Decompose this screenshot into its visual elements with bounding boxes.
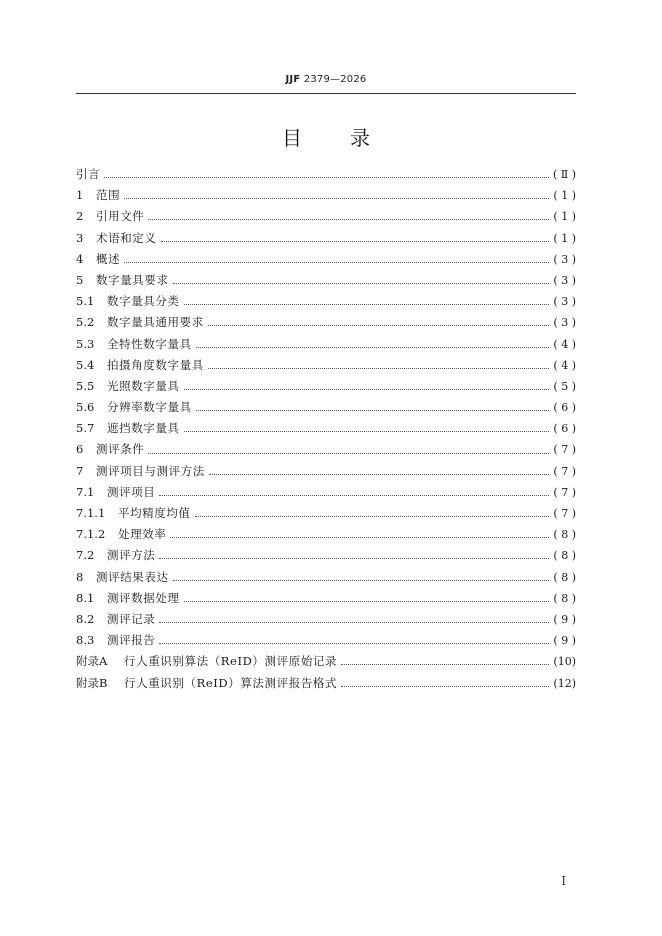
toc-leader-dots [159, 558, 549, 559]
toc-entry-page: ( 6 ) [553, 401, 576, 415]
toc-entry-label: 全特性数字量具 [107, 336, 192, 351]
toc-entry-label: 测评记录 [107, 611, 156, 626]
toc-entry-page: ( 3 ) [553, 252, 576, 266]
toc-entry-page: ( 3 ) [553, 273, 576, 287]
toc-entry-number: 附录A [76, 654, 108, 669]
toc-entry-label: 测评数据处理 [107, 590, 180, 605]
toc-entry-number: 6 [76, 442, 84, 457]
toc-entry-number: 5 [76, 272, 84, 287]
toc-entry[interactable] [76, 503, 576, 524]
toc-entry[interactable] [76, 334, 576, 355]
toc-entry-number: 附录B [76, 675, 108, 690]
toc-entry-page: (10) [553, 655, 576, 669]
toc-entry-label: 测评方法 [107, 548, 156, 563]
toc-entry-page: ( 6 ) [553, 422, 576, 436]
toc-entry-number: 1 [76, 188, 84, 203]
toc-title: 目录 [282, 126, 418, 150]
toc-entry-number: 5.6 [76, 400, 95, 415]
toc-leader-dots [196, 347, 550, 348]
toc-entry-label: 术语和定义 [96, 230, 157, 245]
toc-entry-page: ( 4 ) [553, 358, 576, 372]
toc-entry-page: ( 5 ) [553, 379, 576, 393]
toc-leader-dots [184, 389, 550, 390]
toc-entry[interactable] [76, 651, 576, 672]
toc-entry-page: ( Ⅱ ) [552, 168, 576, 181]
toc-entry[interactable] [76, 249, 576, 270]
toc-entry[interactable] [76, 164, 576, 185]
toc-entry-page: ( 8 ) [553, 549, 576, 563]
toc-entry-page: ( 3 ) [553, 316, 576, 330]
toc-entry-label: 数字量具通用要求 [107, 315, 204, 330]
document-header [76, 74, 576, 85]
toc-leader-dots [173, 580, 550, 581]
toc-entry-label: 拍摄角度数字量具 [107, 357, 204, 372]
toc-entry[interactable] [76, 482, 576, 503]
toc-leader-dots [184, 304, 550, 305]
toc-entry[interactable] [76, 291, 576, 312]
toc-entry[interactable] [76, 673, 576, 694]
toc-entry-page: ( 4 ) [553, 337, 576, 351]
toc-entry-number: 5.7 [76, 421, 95, 436]
page-number: I [561, 874, 566, 888]
toc-entry-number: 5.5 [76, 378, 95, 393]
toc-entry-number: 8 [76, 569, 84, 584]
toc-entry-label: 处理效率 [118, 527, 167, 542]
toc-entry-number: 7.1.1 [76, 506, 106, 520]
toc-entry[interactable] [76, 376, 576, 397]
toc-entry-page: ( 7 ) [553, 507, 576, 520]
toc-entry-page: ( 9 ) [553, 634, 576, 648]
toc-entry-label: 引用文件 [96, 209, 145, 224]
toc-entry-label: 范围 [96, 188, 121, 203]
toc-entry[interactable] [76, 461, 576, 482]
toc-leader-dots [170, 537, 549, 538]
toc-entry[interactable] [76, 588, 576, 609]
toc-entry-label: 光照数字量具 [107, 378, 180, 393]
toc-entry-number: 5.1 [76, 294, 95, 309]
toc-entry[interactable] [76, 355, 576, 376]
toc-leader-dots [161, 241, 550, 242]
toc-leader-dots [159, 622, 549, 623]
toc-entry[interactable] [76, 228, 576, 249]
standard-number: 2379—2026 [303, 74, 367, 85]
toc-entry-number: 2 [76, 209, 84, 224]
toc-entry-number: 8.1 [76, 590, 95, 605]
toc-entry-number: 7.1 [76, 484, 95, 499]
toc-entry-label: 遮挡数字量具 [107, 421, 180, 436]
toc-leader-dots [184, 601, 550, 602]
toc-entry-page: ( 3 ) [553, 295, 576, 309]
toc-entry-label: 平均精度均值 [118, 506, 191, 520]
toc-entry[interactable] [76, 418, 576, 439]
toc-entry-label: 分辨率数字量具 [107, 400, 192, 415]
toc-entry[interactable] [76, 545, 576, 566]
toc-entry[interactable] [76, 185, 576, 206]
toc-leader-dots [173, 283, 550, 284]
toc-entry[interactable] [76, 630, 576, 651]
toc-entry[interactable] [76, 312, 576, 333]
toc-entry-number: 3 [76, 230, 84, 245]
toc-entry-number: 5.2 [76, 315, 95, 330]
toc-entry-label: 测评条件 [96, 442, 145, 457]
toc-entry-page: ( 1 ) [553, 189, 576, 203]
toc-entry-label: 概述 [96, 251, 121, 266]
toc-entry-number: 7.2 [76, 548, 95, 563]
toc-leader-dots [209, 474, 550, 475]
toc-entry-number: 4 [76, 251, 84, 266]
toc-leader-dots [184, 431, 550, 432]
toc-entry-label: 行人重识别算法（ReID）测评原始记录 [124, 654, 338, 669]
toc-leader-dots [159, 495, 549, 496]
toc-entry-number: 8.3 [76, 633, 95, 648]
table-of-contents [76, 164, 576, 694]
toc-entry-number: 8.2 [76, 611, 95, 626]
toc-leader-dots [148, 453, 549, 454]
toc-entry-page: ( 7 ) [553, 485, 576, 499]
toc-entry-label: 行人重识别（ReID）算法测评报告格式 [124, 675, 338, 690]
toc-entry-page: ( 9 ) [553, 612, 576, 626]
toc-leader-dots [148, 219, 549, 220]
toc-entry[interactable] [76, 397, 576, 418]
toc-leader-dots [341, 664, 549, 665]
toc-entry-page: ( 8 ) [553, 528, 576, 542]
toc-leader-dots [208, 368, 550, 369]
toc-leader-dots [104, 177, 549, 178]
toc-leader-dots [124, 262, 549, 263]
toc-entry-label: 测评报告 [107, 633, 156, 648]
toc-leader-dots [196, 410, 550, 411]
toc-entry[interactable] [76, 270, 576, 291]
toc-entry-page: ( 8 ) [553, 591, 576, 605]
toc-leader-dots [124, 198, 549, 199]
toc-entry-page: ( 8 ) [553, 570, 576, 584]
toc-entry[interactable] [76, 524, 576, 545]
toc-entry-number: 7 [76, 463, 84, 478]
toc-leader-dots [159, 643, 549, 644]
toc-entry-label: 测评结果表达 [96, 569, 169, 584]
toc-entry[interactable] [76, 439, 576, 460]
header-rule [76, 93, 576, 94]
toc-entry-label: 数字量具分类 [107, 294, 180, 309]
standard-code: JJF [285, 74, 301, 85]
toc-entry-label: 引言 [76, 167, 101, 181]
toc-entry-page: ( 1 ) [553, 210, 576, 224]
toc-entry[interactable] [76, 206, 576, 227]
toc-entry-number: 5.4 [76, 357, 95, 372]
toc-entry-label: 数字量具要求 [96, 272, 169, 287]
toc-entry-page: ( 7 ) [553, 443, 576, 457]
toc-entry-number: 7.1.2 [76, 527, 106, 542]
toc-entry[interactable] [76, 567, 576, 588]
toc-leader-dots [208, 325, 550, 326]
toc-leader-dots [195, 516, 550, 517]
toc-entry-page: (12) [553, 676, 576, 690]
toc-entry-page: ( 7 ) [553, 464, 576, 478]
toc-leader-dots [341, 686, 549, 687]
toc-entry-page: ( 1 ) [553, 231, 576, 245]
toc-entry-number: 5.3 [76, 336, 95, 351]
toc-entry-label: 测评项目与测评方法 [96, 463, 205, 478]
toc-entry[interactable] [76, 609, 576, 630]
toc-entry-label: 测评项目 [107, 484, 156, 499]
